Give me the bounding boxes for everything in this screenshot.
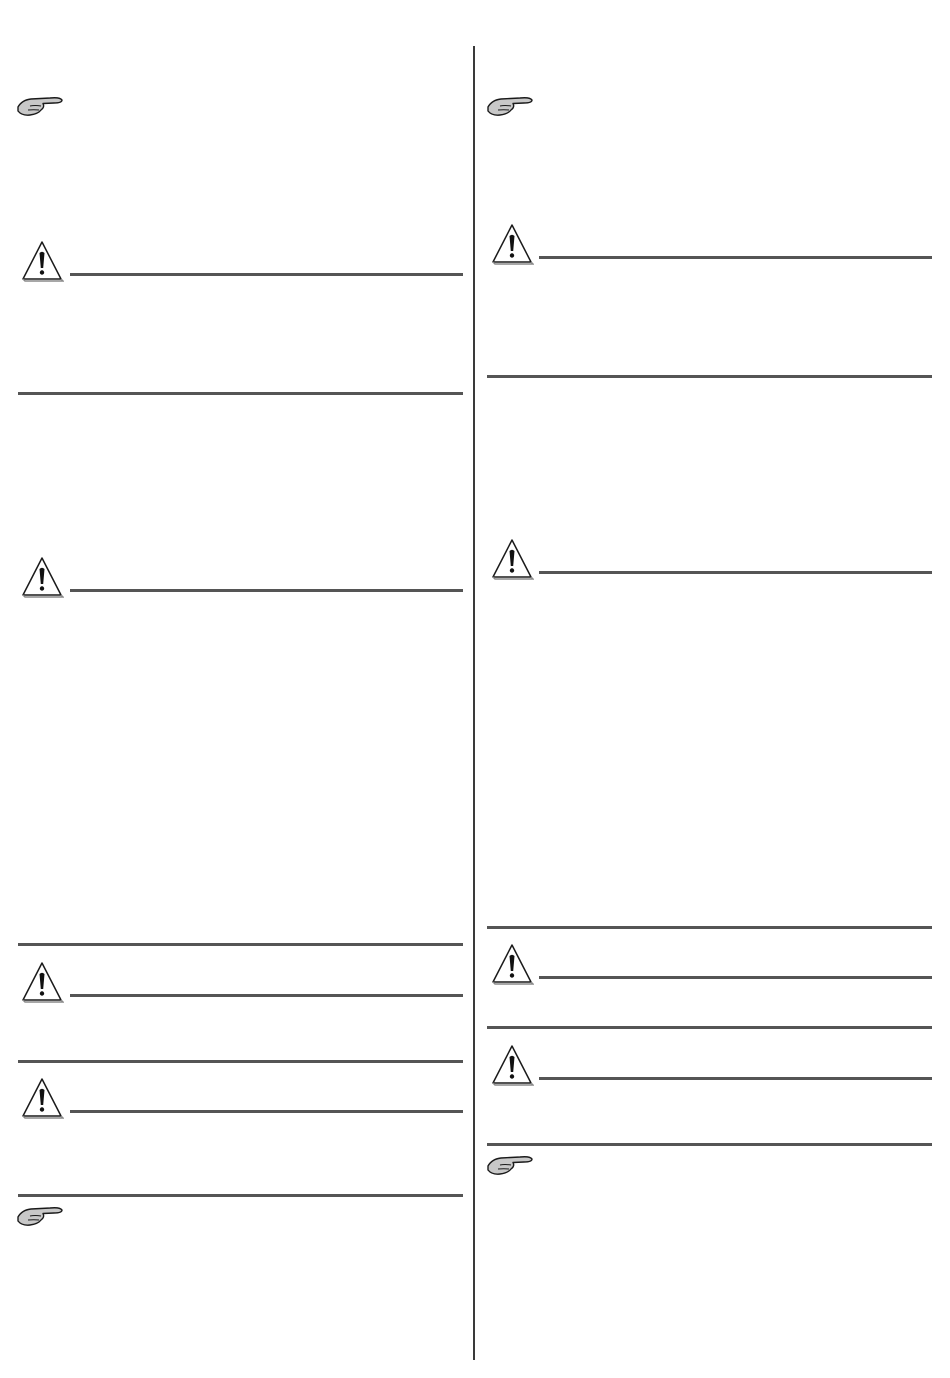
section-rule (487, 1026, 932, 1029)
warning-triangle-icon (490, 222, 534, 266)
pointing-hand-icon (16, 1204, 64, 1230)
section-rule (70, 273, 463, 276)
pointing-hand-icon (486, 94, 534, 120)
section-rule (18, 1194, 463, 1197)
pointing-hand-icon (16, 94, 64, 120)
section-rule (539, 976, 932, 979)
pointing-hand-icon (486, 1153, 534, 1179)
section-rule (539, 1077, 932, 1080)
warning-triangle-icon (490, 942, 534, 986)
warning-triangle-icon (490, 537, 534, 581)
section-rule (539, 571, 932, 574)
section-rule (70, 1110, 463, 1113)
warning-triangle-icon (490, 1043, 534, 1087)
section-rule (70, 589, 463, 592)
section-rule (18, 943, 463, 946)
section-rule (487, 1143, 932, 1146)
section-rule (539, 256, 932, 259)
section-rule (18, 1060, 463, 1063)
warning-triangle-icon (20, 555, 64, 599)
column-divider (473, 46, 475, 1360)
warning-triangle-icon (20, 239, 64, 283)
warning-triangle-icon (20, 1076, 64, 1120)
section-rule (70, 994, 463, 997)
warning-triangle-icon (20, 960, 64, 1004)
section-rule (487, 926, 932, 929)
section-rule (487, 375, 932, 378)
section-rule (18, 392, 463, 395)
